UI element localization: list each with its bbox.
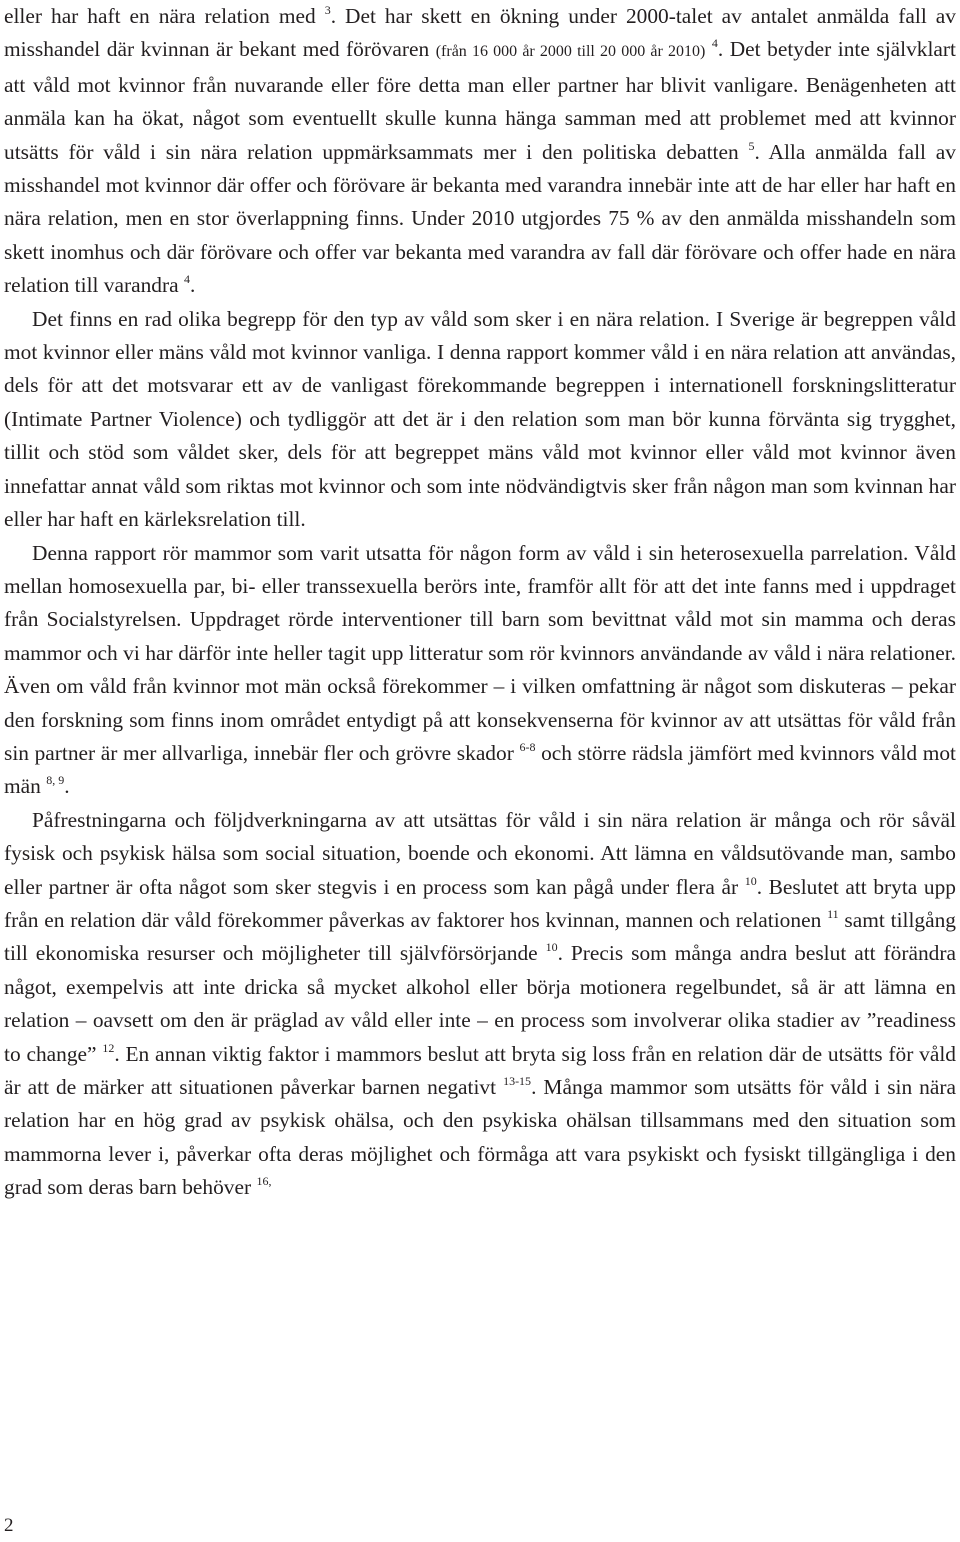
footnote-reference: 4 [183, 272, 190, 287]
paragraph [4, 0, 956, 303]
footnote-reference: 16, [256, 1174, 272, 1189]
parenthetical-text: (från 16 000 år 2000 till 20 000 år 2010) [435, 43, 706, 61]
footnote-reference: 8, 9 [46, 773, 65, 788]
text-run: och större rädsla jämfört med kvinnors våld mot män [4, 740, 956, 799]
text-run: Det finns en rad olika begrepp för den typ av våld som sker i en nära relation. I Sverige är begreppen våld mot kvinnor eller mäns våld mot kvinnor vanliga. I denna rapport kommer våld i en nära relation att användas, dels för att det motsvarar ett av de vanligast förekommande begreppen i internationell forskningslitteratur (Intimate Partner Violence) och tydliggör att det är i den relation som man bör kunna förvänta sig trygghet, tillit och stöd som våldet sker, dels för att begreppet mäns våld mot kvinnor eller våld mot kvinnor även innefattar annat våld som riktas mot kvinnor och som inte nödvändigtvis sker från någon man som kvinnan har eller har haft en kärleksrelation till. [4, 306, 956, 532]
footnote-reference: 11 [827, 906, 839, 921]
text-run: . Många mammor som utsätts för våld i sin nära relation har en hög grad av psykisk ohälsa, och den psykiska ohälsan tillsammans med den situation som mammorna lever i, påverkar ofta deras möjlighet och förmåga att vara psykiskt och fysiskt tillgängliga i den grad som deras barn behöver [4, 1075, 956, 1200]
text-run: . Beslutet att bryta upp från en relation där våld förekommer påverkas av faktorer hos kvinnan, mannen och relationen [4, 874, 956, 932]
footnote-reference: 10 [744, 873, 757, 888]
footnote-reference: 4 [711, 36, 718, 51]
document-page [4, 0, 956, 1205]
text-run: Denna rapport rör mammor som varit utsatta för någon form av våld i sin heterosexuella parrelation. Våld mellan homosexuella par, bi- eller transsexuella berörs inte, framför allt för att det inte fanns med i uppdraget från Socialstyrelsen. Uppdraget rörde interventioner till barn som bevittnat våld mot sin mamma och deras mammor och vi har därför inte heller tagit upp litteratur som rör kvinnors användande av våld i nära relationer. Även om våld från kvinnor mot män också förekommer – i vilken omfattning är något som diskuteras – pekar den forskning som finns inom området entydigt på att konsekvenserna för kvinnor av att utsättas för våld från sin partner är mer allvarliga, innebär fler och grövre skador [4, 540, 956, 765]
text-run: Påfrestningarna och följdverkningarna av att utsättas för våld i sin nära relation är många och rör såväl fysisk och psykisk hälsa som social situation, boende och ekonomi. Att lämna en våldsutövande man, sambo eller partner är ofta något som sker stegvis i en process som kan pågå under flera år [4, 807, 956, 899]
text-run: . Precis som många andra beslut att förändra något, exempelvis att inte dricka så mycket alkohol eller börja motionera regelbundet, så är att lämna en relation – oavsett om den är präglad av våld eller inte – en process som involverar olika stadier av ”readiness to change” [4, 941, 956, 1066]
footnote-reference: 13-15 [503, 1074, 532, 1088]
text-run: samt tillgång till ekonomiska resurser och möjligheter till självförsörjande [4, 907, 956, 966]
text-run: . [64, 774, 70, 799]
text-run: . Det har skett en ökning under 2000-talet av antalet anmälda fall av misshandel där kvinnan är bekant med förövaren [4, 4, 956, 62]
footnote-reference: 5 [748, 138, 755, 153]
paragraph [4, 537, 956, 804]
footnote-reference: 3 [324, 3, 331, 17]
footnote-reference: 12 [102, 1040, 115, 1055]
text-run: . Det betyder inte självklart att våld mot kvinnor från nuvarande eller före detta man eller partner har blivit vanligare. Benägenheten att anmäla kan ha ökat, något som eventuellt skulle kunna hänga samman med att problemet med att kvinnor utsätts för våld i sin nära relation uppmärksammats mer i den politiska debatten [4, 37, 956, 164]
text-run: eller har haft en nära relation med [4, 4, 325, 28]
page-number: 2 [4, 1515, 14, 1536]
paragraph [4, 303, 956, 537]
text-run: . Alla anmälda fall av misshandel mot kvinnor där offer och förövare är bekanta med varandra innebär inte att de har eller har haft en nära relation, men en stor överlappning finns. Under 2010 utgjordes 75 % av den anmälda misshandeln som skett inomhus och där förövare och offer var bekanta med varandra av fall där förövare och offer hade en nära relation till varandra [4, 139, 956, 298]
text-run: . [189, 273, 196, 298]
text-run: . En annan viktig faktor i mammors beslut att bryta sig loss från en relation där de utsätts för våld är att de märker att situationen påverkar barnen negativt [4, 1041, 956, 1099]
footnote-reference: 6-8 [519, 739, 536, 754]
paragraph [4, 804, 956, 1205]
footnote-reference: 10 [545, 940, 558, 955]
